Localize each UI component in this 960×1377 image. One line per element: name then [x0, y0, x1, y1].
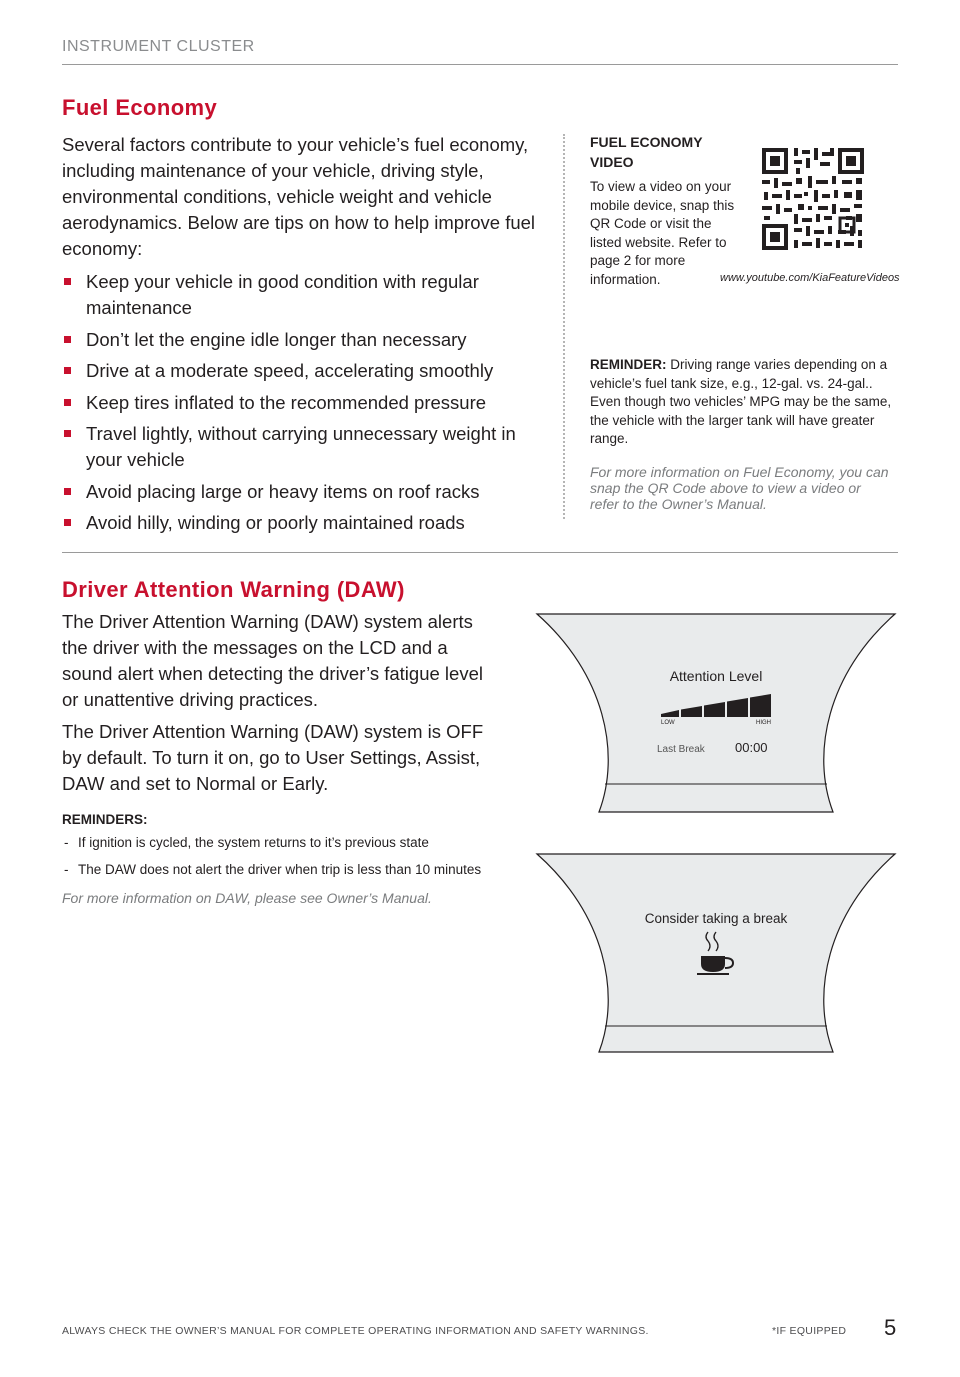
daw-more-info: For more information on DAW, please see Owner’s Manual.: [62, 890, 432, 906]
daw-paragraph-1: The Driver Attention Warning (DAW) system alerts the driver with the messages on the LCD and a sound alert when detecting the driver’s fatigue level or unattentive driving practices.: [62, 611, 483, 710]
fuel-more-info: For more information on Fuel Economy, you can snap the QR Code above to view a video or refer to the Owner’s Manual.: [590, 464, 889, 512]
last-break-label: Last Break: [657, 744, 705, 755]
footer-disclaimer: ALWAYS CHECK THE OWNER’S MANUAL FOR COMPLETE OPERATING INFORMATION AND SAFETY WARNINGS.: [62, 1325, 649, 1337]
last-break-value: 00:00: [735, 740, 768, 755]
break-message: Consider taking a break: [644, 911, 788, 926]
fuel-economy-title: Fuel Economy: [62, 95, 218, 120]
daw-reminder-item: - If ignition is cycled, the system returns to it’s previous state: [62, 834, 512, 852]
low-label: LOW: [661, 720, 675, 726]
fuel-tip-item: Don’t let the engine idle longer than necessary: [62, 327, 540, 353]
header-divider: [62, 64, 898, 65]
range-reminder: [590, 356, 900, 449]
section-divider: [62, 552, 898, 553]
daw-paragraph-2: The Driver Attention Warning (DAW) system is OFF by default. To turn it on, go to User Settings, Assist, DAW and set to Normal or Early.: [62, 721, 484, 794]
qr-code-icon[interactable]: [760, 146, 866, 252]
fuel-tip-item: Keep tires inflated to the recommended pressure: [62, 390, 540, 416]
break-message-display: [535, 852, 897, 1054]
fuel-tip-item: Keep your vehicle in good condition with regular maintenance: [62, 269, 540, 321]
daw-reminders-list: [62, 834, 512, 888]
video-box-title: FUEL ECONOMY VIDEO: [590, 134, 703, 170]
fuel-tip-item: Travel lightly, without carrying unnecessary weight in your vehicle: [62, 421, 540, 473]
footer-equipped-note: *IF EQUIPPED: [772, 1325, 847, 1337]
video-box-description: To view a video on your mobile device, snap this QR Code or visit the listed website. Refer to page 2 for more information.: [590, 179, 735, 287]
sidebar-divider: [563, 134, 565, 519]
daw-reminder-item: - The DAW does not alert the driver when trip is less than 10 minutes: [62, 861, 512, 879]
range-reminder-text: Driving range varies depending on a vehicle’s fuel tank size, e.g., 12-gal. vs. 24-gal.. Even though two vehicles’ MPG may be the same, the vehicle with the larger tank will have greater range.: [590, 357, 892, 446]
fuel-tip-item: Avoid hilly, winding or poorly maintained roads: [62, 510, 540, 536]
video-url-link[interactable]: www.youtube.com/KiaFeatureVideos: [720, 272, 900, 284]
fuel-economy-intro: Several factors contribute to your vehicle’s fuel economy, including maintenance of your vehicle, driving style, environmental conditions, vehicle weight and vehicle aerodynamics. Below are tips on how to help improve fuel economy:: [62, 134, 536, 259]
attention-level-display: [535, 612, 897, 814]
section-label: INSTRUMENT CLUSTER: [62, 38, 255, 55]
daw-title: Driver Attention Warning (DAW): [62, 577, 405, 602]
page-number: 5: [884, 1315, 897, 1340]
level-bar-5: [750, 694, 771, 717]
fuel-tips-list: [62, 269, 540, 542]
daw-reminders-title: REMINDERS:: [62, 812, 148, 827]
high-label: HIGH: [756, 720, 771, 726]
fuel-tip-item: Avoid placing large or heavy items on roof racks: [62, 479, 540, 505]
attention-level-title: Attention Level: [669, 668, 763, 684]
range-reminder-label: REMINDER:: [590, 357, 667, 372]
fuel-tip-item: Drive at a moderate speed, accelerating smoothly: [62, 358, 540, 384]
